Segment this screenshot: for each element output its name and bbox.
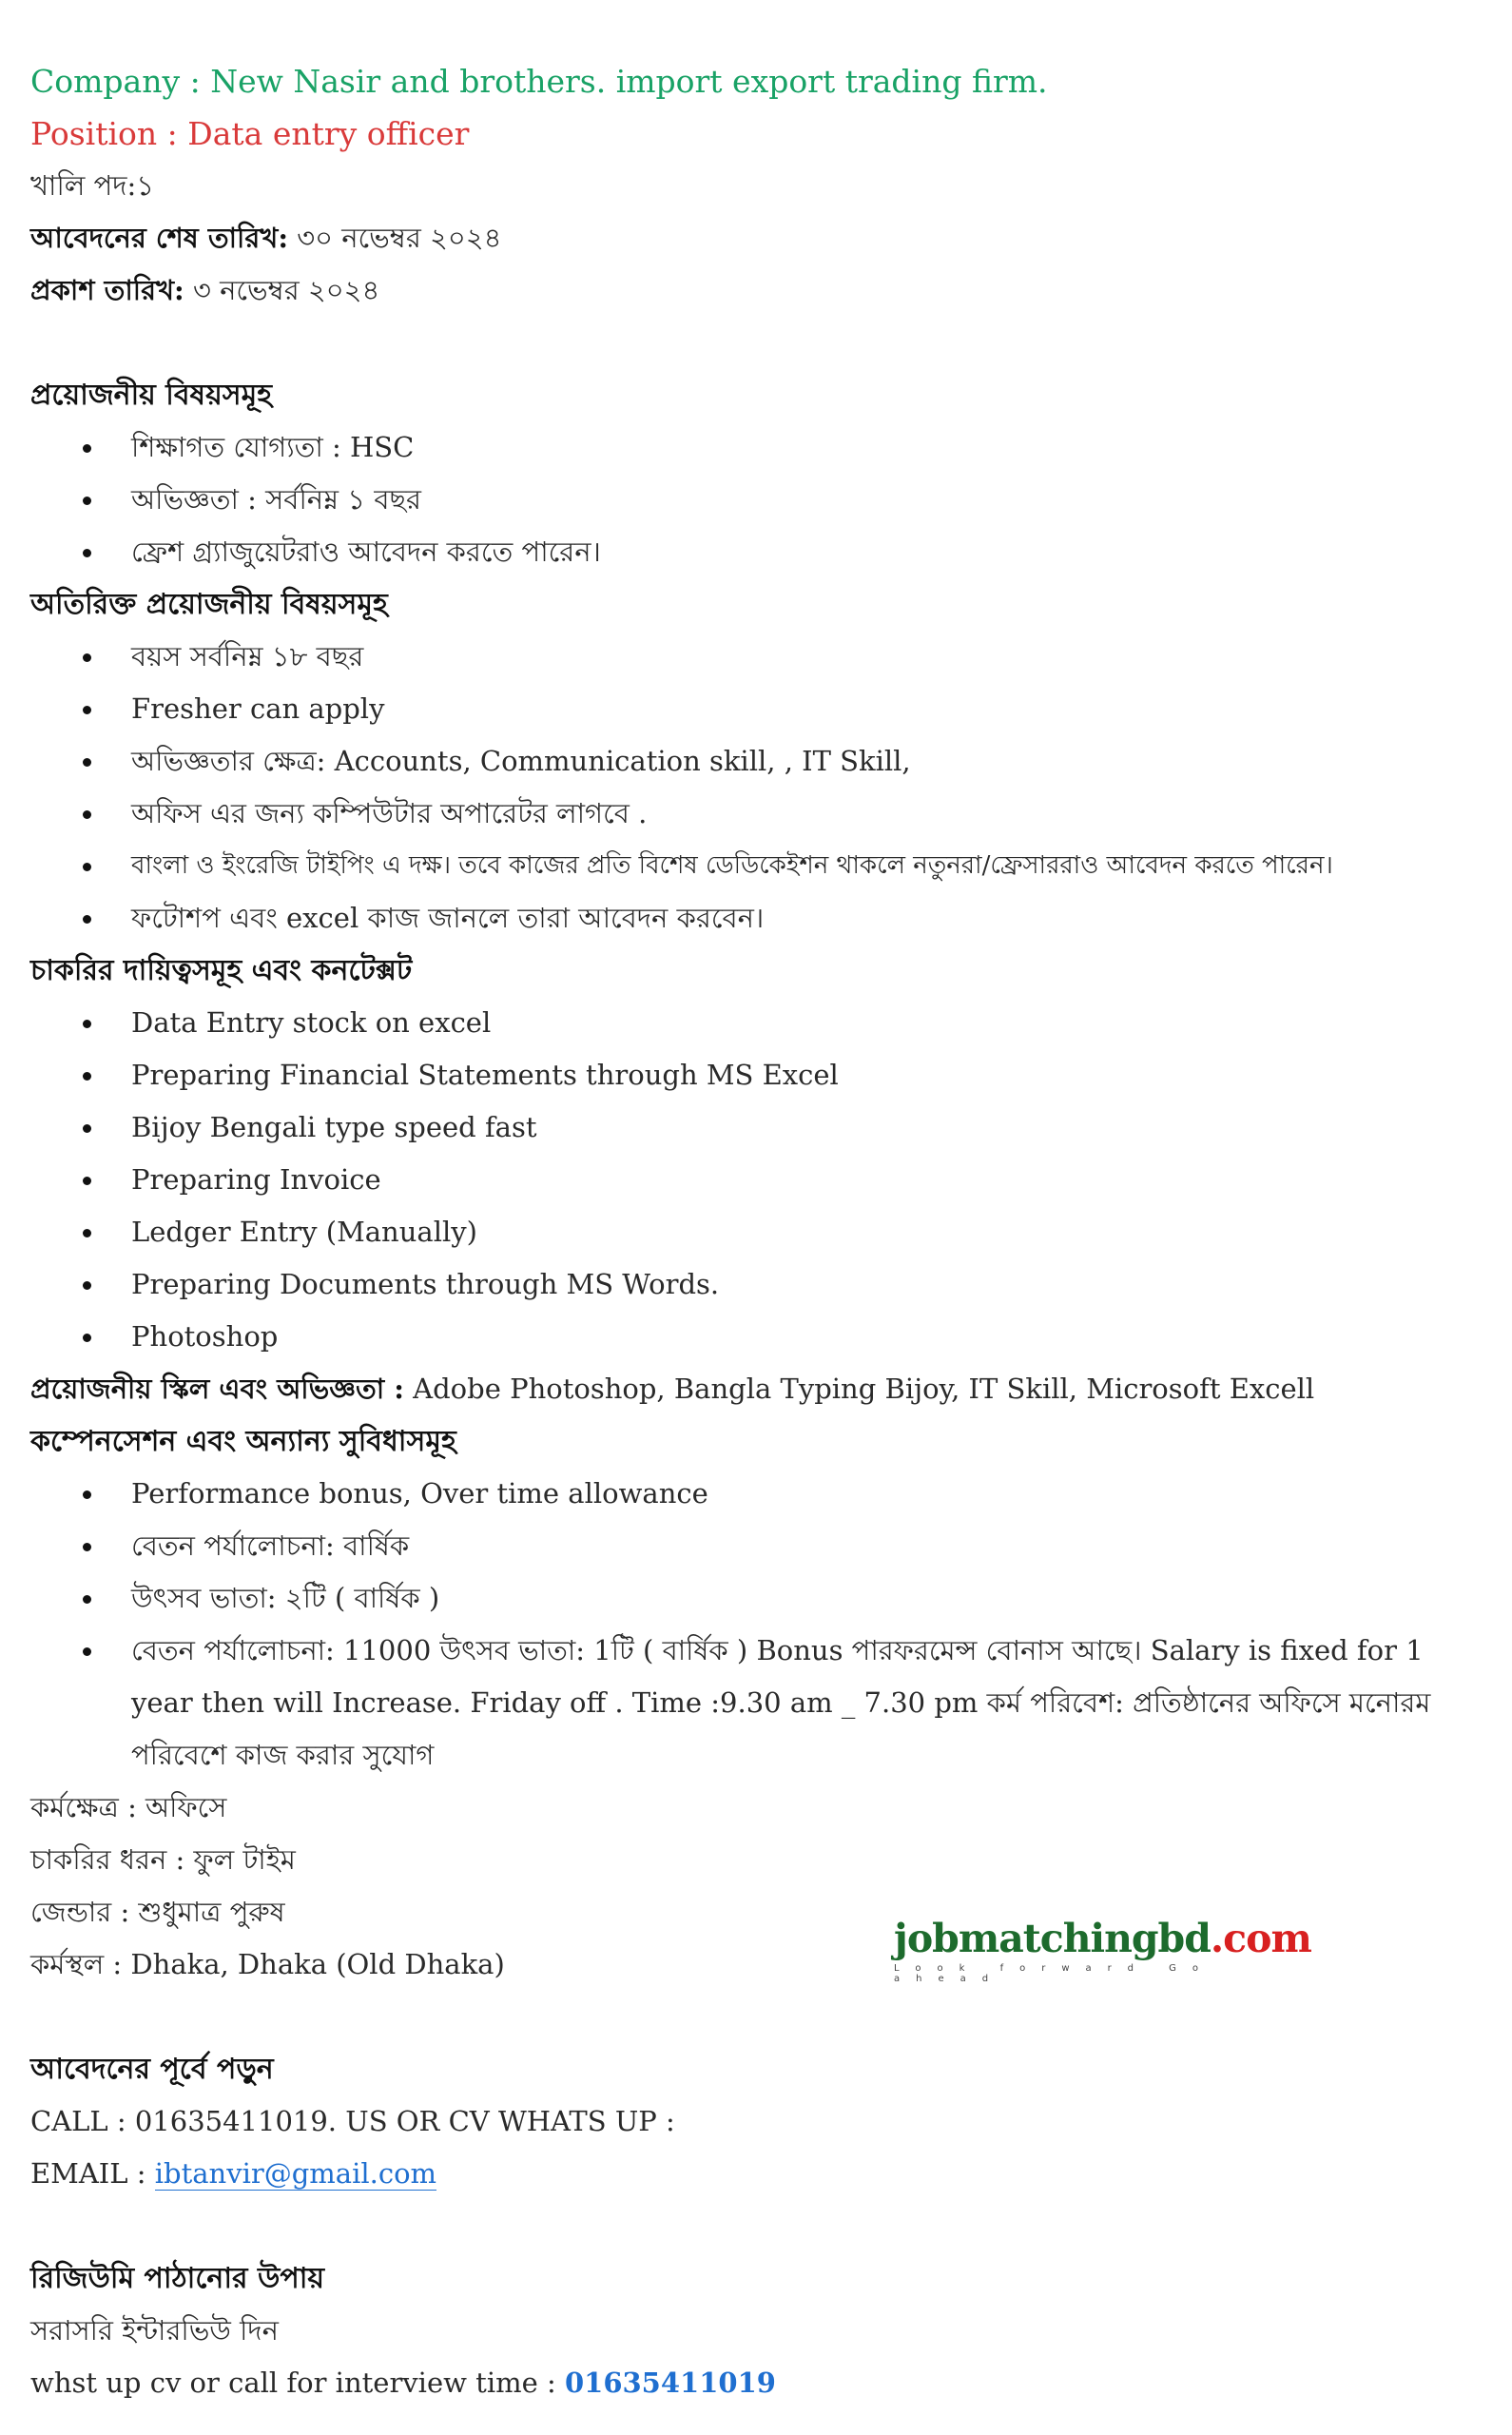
- list-item: ফ্রেশ গ্র্যাজুয়েটরাও আবেদন করতে পারেন।: [30, 526, 1485, 578]
- spacer: [30, 317, 1485, 369]
- direct-interview-line: সরাসরি ইন্টারভিউ দিন: [30, 2314, 279, 2347]
- list-item: শিক্ষাগত যোগ্যতা : HSC: [30, 421, 1485, 474]
- skills-value: Adobe Photoshop, Bangla Typing Bijoy, IT Skill, Microsoft Excell: [413, 1373, 1315, 1405]
- email-link[interactable]: ibtanvir@gmail.com: [154, 2157, 437, 2190]
- list-item: ফটোশপ এবং excel কাজ জানলে তারা আবেদন করবেন।: [30, 892, 1485, 945]
- responsibilities-list: [30, 997, 1485, 1363]
- interview-text: whst up cv or call for interview time :: [30, 2367, 556, 2399]
- job-type-line: চাকরির ধরন : ফুল টাইম: [30, 1843, 296, 1876]
- compensation-heading: কম্পেনসেশন এবং অন্যান্য সুবিধাসমূহ: [30, 1425, 456, 1458]
- spacer: [30, 2200, 1485, 2252]
- list-item: উৎসব ভাতা: ২টি ( বার্ষিক ): [30, 1572, 1485, 1625]
- before-apply-heading: আবেদনের পূর্বে পড়ুন: [30, 2053, 274, 2086]
- workplace-line: কর্মক্ষেত্র : অফিসে: [30, 1791, 227, 1823]
- gender-line: জেন্ডার : শুধুমাত্র পুরুষ: [30, 1896, 285, 1928]
- additional-heading: অতিরিক্ত প্রয়োজনীয় বিষয়সমূহ: [30, 588, 388, 621]
- requirements-list: [30, 421, 1485, 578]
- requirements-heading: প্রয়োজনীয় বিষয়সমূহ: [30, 379, 272, 412]
- interview-phone[interactable]: 01635411019: [564, 2367, 776, 2399]
- vacancy-label: খালি পদ:: [30, 169, 137, 202]
- list-item: অভিজ্ঞতা : সর্বনিম্ন ১ বছর: [30, 474, 1485, 526]
- responsibilities-heading: চাকরির দায়িত্বসমূহ এবং কনটেক্সট: [30, 954, 413, 987]
- interview-line: [30, 2357, 1485, 2409]
- email-line: [30, 2148, 1485, 2200]
- spacer: [30, 1991, 1485, 2043]
- list-item: Preparing Invoice: [30, 1154, 1485, 1206]
- jobmatchingbd-logo: [894, 1916, 1311, 1984]
- skills-line: [30, 1363, 1485, 1415]
- vacancy-value: ১: [136, 169, 155, 202]
- published-value: ৩ নভেম্বর ২০২৪: [193, 274, 380, 306]
- logo-wordmark: jobmatchingbd.com: [894, 1916, 1311, 1961]
- vacancy-line: [30, 160, 1485, 212]
- list-item: Bijoy Bengali type speed fast: [30, 1101, 1485, 1154]
- compensation-list: [30, 1468, 1485, 1782]
- list-item: অভিজ্ঞতার ক্ষেত্র: Accounts, Communication skill, , IT Skill,: [30, 735, 1485, 788]
- list-item: বয়স সর্বনিম্ন ১৮ বছর: [30, 631, 1485, 683]
- company-line: Company : New Nasir and brothers. import export trading firm.: [30, 63, 1048, 100]
- position-line: Position : Data entry officer: [30, 115, 470, 152]
- call-line: CALL : 01635411019. US OR CV WHATS UP :: [30, 2105, 675, 2137]
- list-item: বেতন পর্যালোচনা: বার্ষিক: [30, 1520, 1485, 1572]
- list-item: Data Entry stock on excel: [30, 997, 1485, 1049]
- list-item: অফিস এর জন্য কম্পিউটার অপারেটর লাগবে .: [30, 788, 1485, 840]
- list-item: বেতন পর্যালোচনা: 11000 উৎসব ভাতা: 1টি ( বার্ষিক ) Bonus পারফরমেন্স বোনাস আছে। Salary is fixed for 1 year then will Increase. Friday off . Time :9.30 am _ 7.30 pm কর্ম পরিবেশ: প্রতিষ্ঠানের অফিসে মনোরম পরিবেশে কাজ করার সুযোগ: [30, 1625, 1485, 1782]
- job-post-content: [30, 55, 1485, 2409]
- published-line: [30, 264, 1485, 317]
- list-item: Performance bonus, Over time allowance: [30, 1468, 1485, 1520]
- email-label: EMAIL :: [30, 2157, 146, 2190]
- deadline-value: ৩০ নভেম্বর ২০২৪: [297, 222, 502, 254]
- deadline-line: [30, 212, 1485, 264]
- published-label: প্রকাশ তারিখ:: [30, 274, 184, 306]
- additional-list: [30, 631, 1485, 945]
- location-line: কর্মস্থল : Dhaka, Dhaka (Old Dhaka): [30, 1948, 505, 1980]
- list-item: Ledger Entry (Manually): [30, 1206, 1485, 1258]
- deadline-label: আবেদনের শেষ তারিখ:: [30, 222, 289, 254]
- list-item: বাংলা ও ইংরেজি টাইপিং এ দক্ষ। তবে কাজের প্রতি বিশেষ ডেডিকেইশন থাকলে নতুনরা/ফ্রেসাররাও আবেদন করতে পারেন।: [30, 840, 1485, 892]
- list-item: Preparing Financial Statements through MS Excel: [30, 1049, 1485, 1101]
- logo-tagline: Look forward Go ahead: [894, 1963, 1214, 1984]
- skills-label: প্রয়োজনীয় স্কিল এবং অভিজ্ঞতা :: [30, 1373, 404, 1405]
- list-item: Preparing Documents through MS Words.: [30, 1258, 1485, 1311]
- list-item: Photoshop: [30, 1311, 1485, 1363]
- send-resume-heading: রিজিউমি পাঠানোর উপায়: [30, 2262, 325, 2295]
- list-item: Fresher can apply: [30, 683, 1485, 735]
